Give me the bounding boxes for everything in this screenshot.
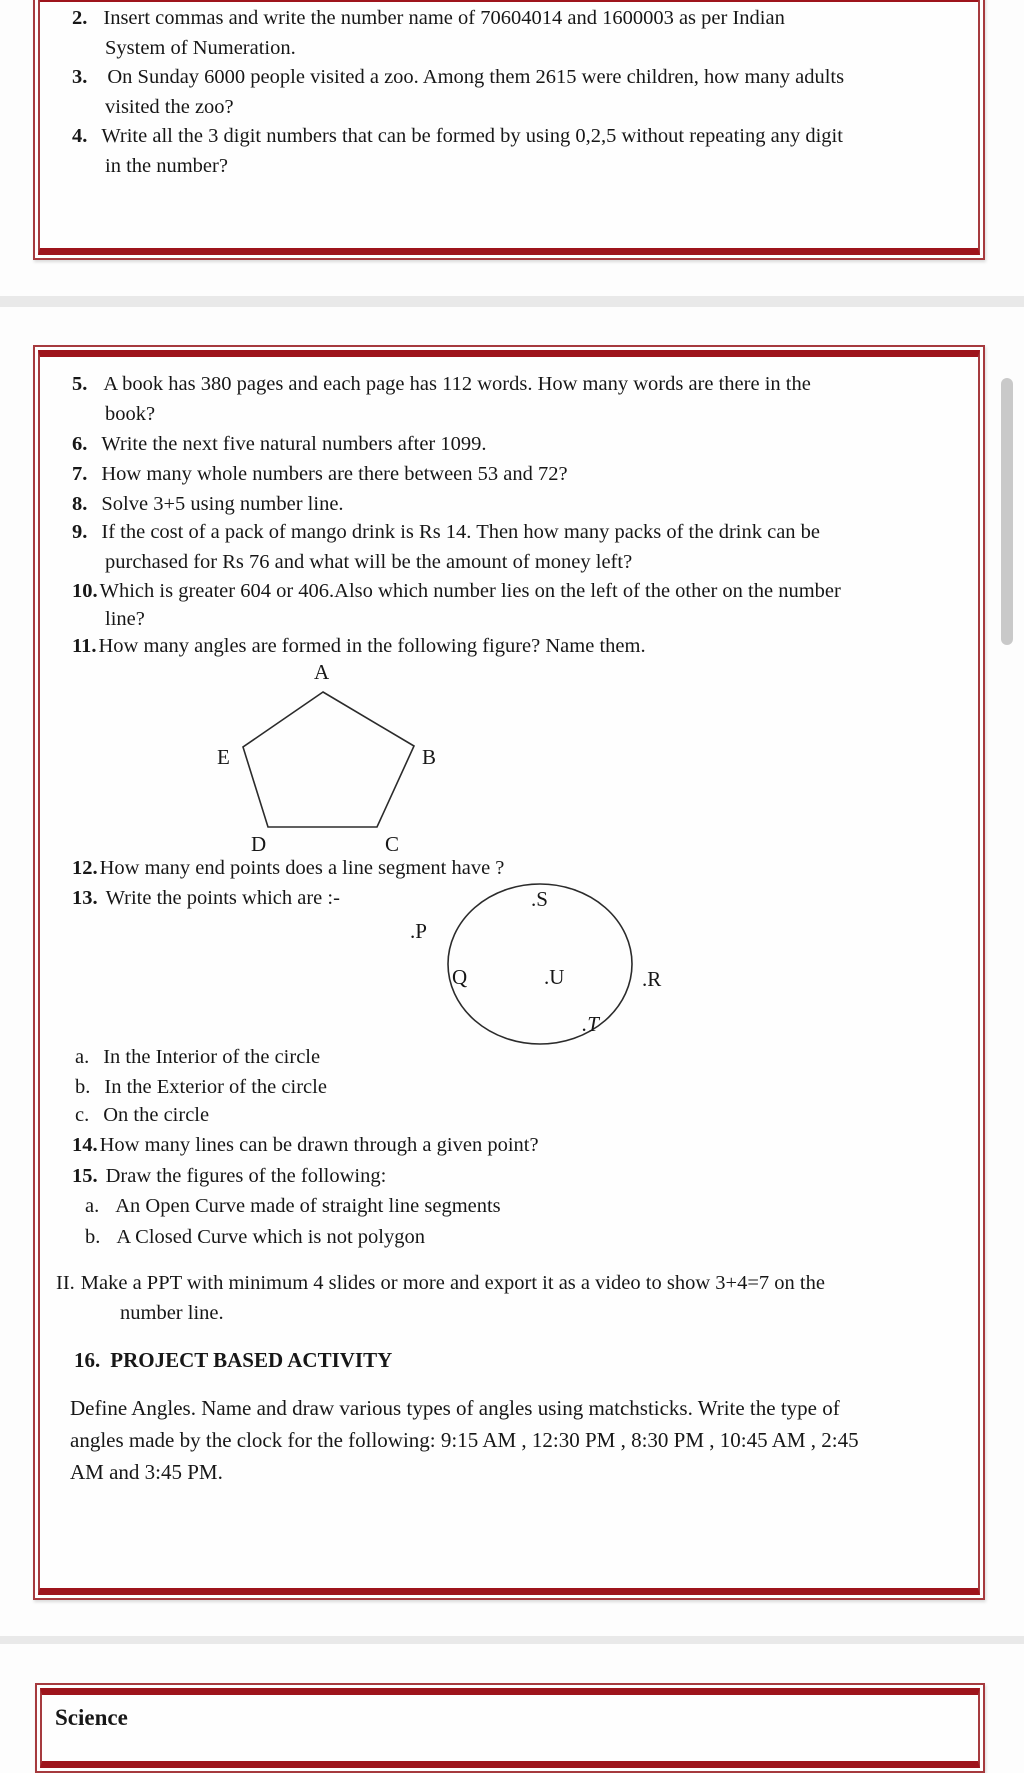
circle-point-s: .S	[531, 887, 548, 911]
question-4-line-2: in the number?	[105, 155, 228, 177]
question-box-3-inner-border	[40, 1688, 980, 1768]
project-paragraph-line-3: AM and 3:45 PM.	[70, 1460, 223, 1484]
question-13-option-b	[75, 1072, 327, 1102]
circle-point-p: .P	[410, 919, 427, 943]
question-3-line-2: visited the zoo?	[105, 96, 234, 118]
question-6-line	[72, 429, 487, 459]
circle-point-t: .T	[582, 1012, 599, 1036]
option-a-text: An Open Curve made of straight line segments	[115, 1195, 501, 1217]
question-8-text: Solve 3+5 using number line.	[101, 493, 344, 515]
pentagon-vertex-label-c: C	[385, 832, 400, 856]
question-5-line-2: book?	[105, 403, 156, 425]
question-9-line-1	[72, 517, 820, 547]
question-4-number: 4.	[72, 125, 88, 147]
question-13-option-c	[75, 1100, 209, 1130]
task-ii-text: Make a PPT with minimum 4 slides or more and export it as a video to show 3+4=7 on the	[80, 1272, 825, 1294]
question-6-text: Write the next five natural numbers after 1099.	[101, 433, 487, 455]
question-2-number: 2.	[72, 7, 88, 29]
question-2-line-1	[72, 3, 785, 33]
question-16-title: PROJECT BASED ACTIVITY	[110, 1348, 393, 1372]
question-5-number: 5.	[72, 373, 88, 395]
option-c-letter: c.	[75, 1104, 90, 1126]
question-16-number: 16.	[74, 1348, 101, 1372]
question-14-text: How many lines can be drawn through a given point?	[99, 1134, 539, 1156]
question-9-number: 9.	[72, 521, 88, 543]
question-12-text: How many end points does a line segment have ?	[99, 857, 505, 879]
option-b-text: In the Exterior of the circle	[104, 1076, 327, 1098]
option-a-letter: a.	[85, 1195, 100, 1217]
option-b-letter: b.	[85, 1226, 101, 1248]
question-15-text: Draw the figures of the following:	[105, 1165, 387, 1187]
option-b-letter: b.	[75, 1076, 91, 1098]
question-15-line	[72, 1161, 386, 1191]
option-c-text: On the circle	[103, 1104, 210, 1126]
question-11-text: How many angles are formed in the following figure? Name them.	[98, 635, 646, 657]
question-9-line-2: purchased for Rs 76 and what will be the amount of money left?	[105, 551, 633, 573]
question-13-number: 13.	[72, 887, 98, 909]
option-a-letter: a.	[75, 1046, 90, 1068]
question-10-line-1	[72, 576, 841, 606]
question-5-line-1	[72, 369, 811, 399]
pentagon-vertex-label-b: B	[422, 745, 437, 769]
question-15-option-a	[85, 1191, 501, 1221]
task-ii-line-2: number line.	[120, 1302, 224, 1324]
question-6-number: 6.	[72, 433, 88, 455]
pentagon-vertex-label-a: A	[314, 660, 330, 684]
question-16-heading	[74, 1345, 392, 1375]
pentagon-vertex-label-d: D	[251, 832, 267, 856]
question-7-number: 7.	[72, 463, 88, 485]
question-5-text: A book has 380 pages and each page has 112 words. How many words are there in the	[103, 373, 811, 395]
pentagon-vertex-label-e: E	[217, 745, 230, 769]
project-paragraph-line-1: Define Angles. Name and draw various types of angles using matchsticks. Write the type of	[70, 1396, 840, 1420]
circle-point-u: .U	[544, 965, 565, 989]
circle-point-q: Q	[452, 965, 468, 989]
task-ii-line-1	[56, 1268, 825, 1298]
question-14-number: 14.	[72, 1134, 98, 1156]
question-8-line	[72, 489, 344, 519]
question-4-text: Write all the 3 digit numbers that can be formed by using 0,2,5 without repeating any digit	[101, 125, 843, 147]
science-section-heading: Science	[55, 1705, 128, 1730]
question-15-number: 15.	[72, 1165, 98, 1187]
question-12-number: 12.	[72, 857, 98, 879]
option-b-text: A Closed Curve which is not polygon	[116, 1226, 426, 1248]
question-3-number: 3.	[72, 66, 88, 88]
option-a-text: In the Interior of the circle	[103, 1046, 321, 1068]
question-9-text: If the cost of a pack of mango drink is Rs 14. Then how many packs of the drink can be	[101, 521, 821, 543]
question-3-text: On Sunday 6000 people visited a zoo. Among them 2615 were children, how many adults	[107, 66, 845, 88]
question-15-option-b	[85, 1222, 425, 1252]
task-ii-number: II.	[56, 1272, 75, 1294]
question-3-line-1	[72, 62, 844, 92]
circle-point-r: .R	[642, 967, 662, 991]
question-13-option-a	[75, 1042, 320, 1072]
scrollbar-thumb[interactable]	[1001, 378, 1013, 645]
question-2-line-2: System of Numeration.	[105, 37, 296, 59]
question-7-text: How many whole numbers are there between 53 and 72?	[101, 463, 568, 485]
question-box-3	[35, 1683, 985, 1773]
question-4-line-1	[72, 121, 843, 151]
page-separator	[0, 1636, 1024, 1644]
question-2-text: Insert commas and write the number name of 70604014 and 1600003 as per Indian	[103, 7, 785, 29]
question-14-line	[72, 1130, 539, 1160]
question-10-number: 10.	[72, 580, 98, 602]
question-13-text: Write the points which are :-	[105, 887, 340, 909]
page-separator	[0, 296, 1024, 307]
question-8-number: 8.	[72, 493, 88, 515]
question-7-line	[72, 459, 568, 489]
project-paragraph-line-2: angles made by the clock for the following: 9:15 AM , 12:30 PM , 8:30 PM , 10:45 AM , 2:45	[70, 1428, 859, 1452]
question-11-number: 11.	[72, 635, 97, 657]
question-10-line-2: line?	[105, 608, 145, 630]
question-10-text: Which is greater 604 or 406.Also which number lies on the left of the other on the number	[99, 580, 841, 602]
question-13-line	[72, 883, 340, 913]
pentagon-shape	[243, 692, 414, 827]
